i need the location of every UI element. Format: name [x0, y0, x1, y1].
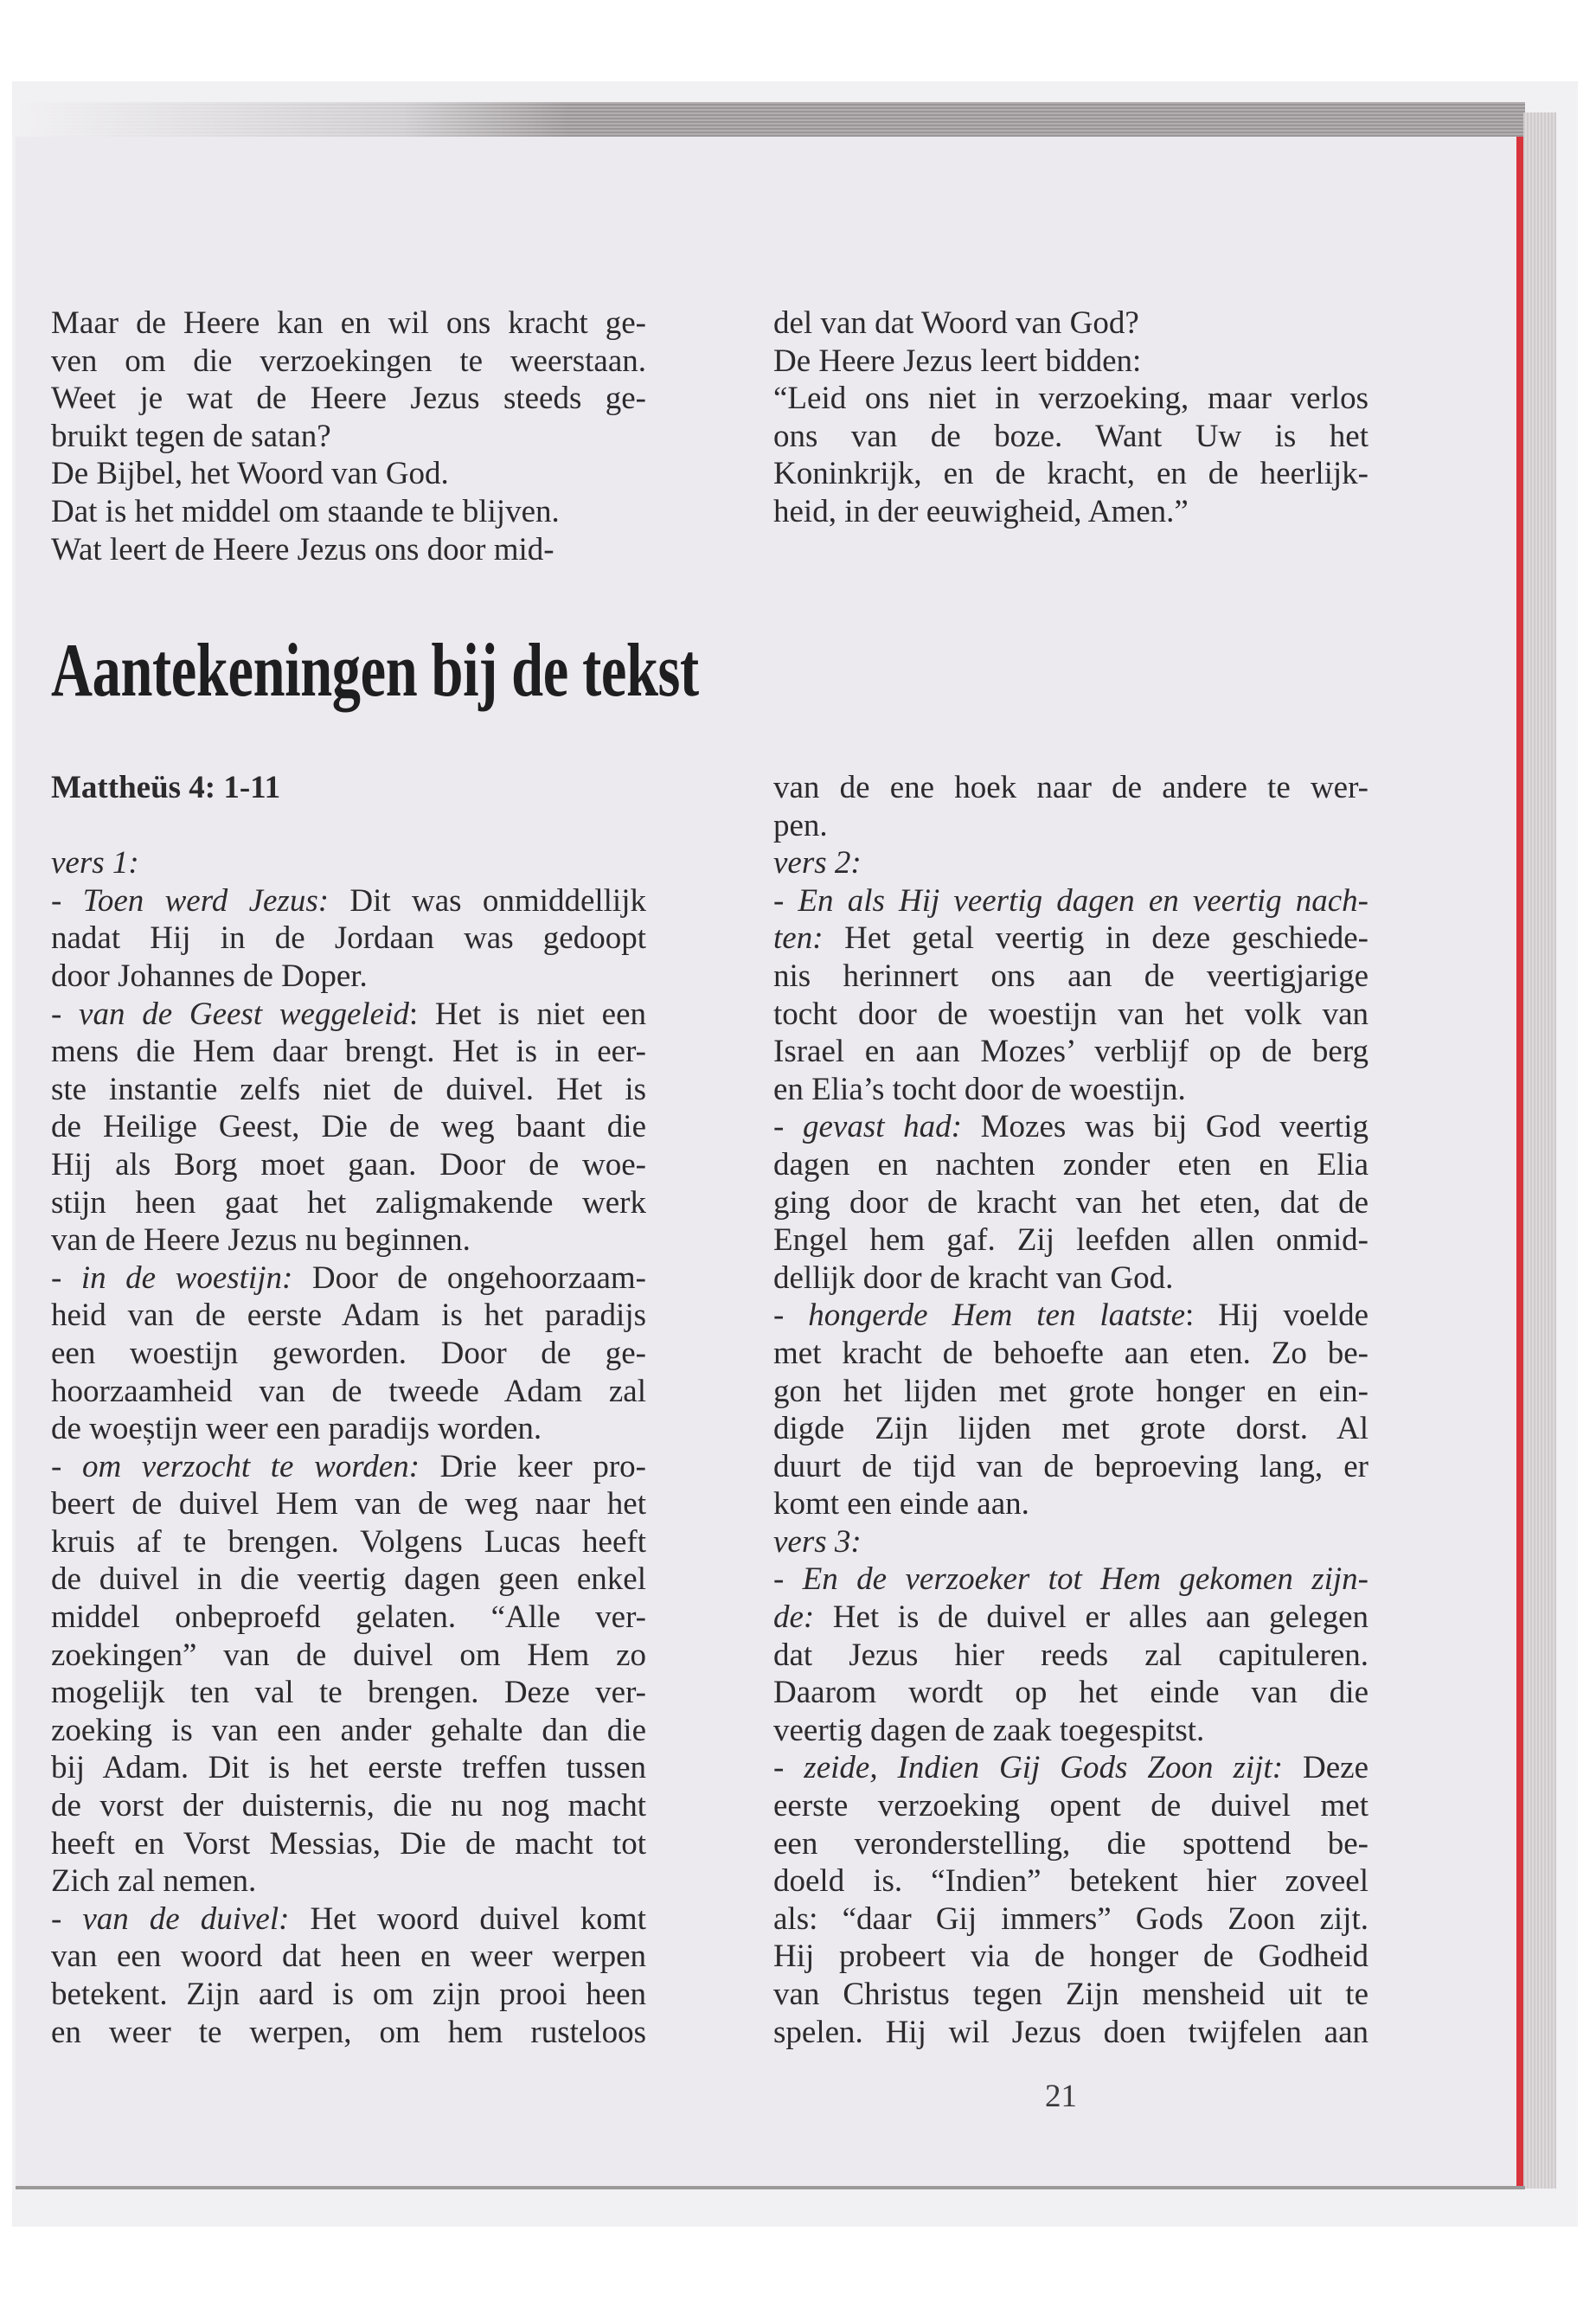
text-line — [51, 1674, 646, 1712]
text-line — [51, 380, 646, 418]
text-line — [773, 1976, 1368, 2014]
text-line — [773, 1184, 1368, 1222]
text-line — [51, 1976, 646, 2014]
text-line — [51, 958, 646, 996]
text-line — [773, 920, 1368, 958]
text-line — [773, 1221, 1368, 1259]
italic-lemma: - hongerde Hem ten laatste — [773, 1298, 1186, 1334]
body-text: hoorzaamheid van de tweede Adam zal — [51, 1373, 646, 1409]
text-line — [51, 1033, 646, 1071]
body-text: Engel hem gaf. Zij leefden allen onmid- — [773, 1222, 1368, 1259]
text-line — [773, 2014, 1368, 2052]
text-line — [773, 1561, 1368, 1599]
right-column-notes — [773, 769, 1368, 2051]
text-line — [773, 1862, 1368, 1900]
body-text: dellijk door de kracht van God. — [773, 1259, 1174, 1296]
body-text: spelen. Hij wil Jezus doen twijfelen aan — [773, 2014, 1368, 2050]
body-text: ging door de kracht van het eten, dat de — [773, 1184, 1368, 1221]
italic-lemma: - En als Hij veertig dagen en veertig nach- — [773, 882, 1368, 919]
body-text: ven om die verzoekingen te weerstaan. — [51, 343, 646, 379]
text-line — [773, 1146, 1368, 1184]
italic-lemma: - gevast had: — [773, 1109, 962, 1145]
italic-lemma: de: — [773, 1599, 815, 1636]
body-text: van een woord dat heen en weer werpen — [51, 1939, 646, 1975]
scripture-reference — [51, 769, 646, 807]
text-line — [773, 343, 1368, 381]
text-line — [773, 455, 1368, 493]
italic-lemma: - om verzocht te worden: — [51, 1448, 420, 1484]
body-text: zoeking is van een ander gehalte dan die — [51, 1712, 646, 1748]
text-line — [51, 1900, 646, 1939]
body-text: heid van de eerste Adam is het paradijs — [51, 1298, 646, 1334]
text-line — [51, 531, 646, 569]
text-line — [51, 1259, 646, 1298]
page-number: 21 — [1045, 2079, 1077, 2114]
text-line — [773, 1938, 1368, 1976]
text-line — [773, 882, 1368, 920]
italic-lemma: - zeide, Indien Gij Gods Zoon zijt: — [773, 1750, 1284, 1786]
body-text: als: “daar Gij immers” Gods Zoon zijt. — [773, 1900, 1368, 1937]
text-line — [51, 1637, 646, 1675]
text-line — [773, 493, 1368, 531]
body-text: ons van de boze. Want Uw is het — [773, 418, 1368, 454]
body-text: Maar de Heere kan en wil ons kracht ge- — [51, 305, 646, 341]
text-line — [51, 882, 646, 920]
italic-lemma: - in de woestijn: — [51, 1259, 293, 1296]
text-line — [51, 2014, 646, 2052]
text-line — [51, 1335, 646, 1373]
body-text: met kracht de behoefte aan eten. Zo be- — [773, 1335, 1368, 1371]
text-line — [773, 1825, 1368, 1863]
body-text: De Heere Jezus leert bidden: — [773, 343, 1142, 379]
italic-lemma: ten: — [773, 920, 824, 957]
body-text: Deze — [1283, 1750, 1368, 1786]
body-text: van de ene hoek naar de andere te wer- — [773, 770, 1368, 805]
body-text: tocht door de woestijn van het volk van — [773, 996, 1368, 1032]
text-line — [51, 1862, 646, 1900]
text-line — [51, 493, 646, 531]
body-text: Het is de duivel er alles aan gelegen — [814, 1599, 1368, 1636]
text-line — [773, 1259, 1368, 1298]
body-text: kruis af te brengen. Volgens Lucas heeft — [51, 1523, 646, 1560]
text-line — [773, 1787, 1368, 1825]
body-text: de duivel in die veertig dagen geen enkel — [51, 1561, 646, 1598]
text-line — [773, 1108, 1368, 1146]
body-text: eerste verzoeking opent de duivel met — [773, 1788, 1368, 1824]
body-text: door Johannes de Doper. — [51, 958, 368, 994]
text-line — [773, 769, 1368, 807]
text-line — [51, 996, 646, 1034]
text-line — [773, 1599, 1368, 1637]
body-text: beert de duivel Hem van de weg naar het — [51, 1486, 646, 1522]
body-text: : Het is niet een — [408, 996, 646, 1032]
text-line — [773, 1523, 1368, 1561]
body-text: De Bijbel, het Woord van God. — [51, 456, 449, 492]
book-side-edge — [1523, 112, 1556, 2189]
text-line — [51, 1373, 646, 1411]
right-column-intro — [773, 304, 1368, 531]
text-line — [773, 1071, 1368, 1109]
body-text: Door de ongehoorzaam- — [292, 1259, 647, 1296]
text-line — [773, 958, 1368, 996]
italic-lemma: - van de duivel: — [51, 1900, 290, 1937]
body-text: Israel en aan Mozes’ verblijf op de berg — [773, 1034, 1368, 1070]
body-text: en Elia’s tocht door de woestijn. — [773, 1071, 1186, 1107]
body-text: zoekingen” van de duivel om Hem zo — [51, 1637, 646, 1673]
body-text: de vorst der duisternis, die nu nog macht — [51, 1788, 646, 1824]
body-text: ste instantie zelfs niet de duivel. Het is — [51, 1071, 646, 1107]
text-line — [773, 304, 1368, 343]
body-text: veertig dagen de zaak toegespitst. — [773, 1712, 1205, 1748]
italic-lemma: vers 2: — [773, 845, 862, 881]
body-text: del van dat Woord van God? — [773, 305, 1139, 341]
text-line — [773, 1900, 1368, 1939]
body-text: Zich zal nemen. — [51, 1863, 257, 1900]
body-text: een veronderstelling, die spottend be- — [773, 1825, 1368, 1862]
body-text: van Christus tegen Zijn mensheid uit te — [773, 1977, 1368, 2012]
text-line — [773, 807, 1368, 845]
text-line — [773, 1485, 1368, 1523]
book-red-edge — [1516, 137, 1523, 2187]
text-line — [51, 1071, 646, 1109]
text-line — [51, 1599, 646, 1637]
text-line — [51, 304, 646, 343]
italic-lemma: - Toen werd Jezus: — [51, 882, 330, 919]
text-line — [51, 1749, 646, 1787]
body-text: Het getal veertig in deze geschiede- — [823, 920, 1368, 957]
body-text: Dat is het middel om staande te blijven. — [51, 493, 560, 529]
body-text: Wat leert de Heere Jezus ons door mid- — [51, 531, 554, 567]
text-line — [51, 1787, 646, 1825]
body-text: mens die Hem daar brengt. Het is in eer- — [51, 1034, 646, 1070]
body-text: “Leid ons niet in verzoeking, maar verlos — [773, 381, 1368, 417]
body-text: en weer te werpen, om hem rusteloos — [51, 2014, 646, 2050]
text-line — [773, 1373, 1368, 1411]
left-column-intro — [51, 304, 646, 568]
body-text: Koninkrijk, en de kracht, en de heerlijk- — [773, 456, 1368, 492]
text-line — [773, 1033, 1368, 1071]
text-line — [773, 1712, 1368, 1750]
body-text: gon het lijden met grote honger en ein- — [773, 1373, 1368, 1409]
text-line — [773, 844, 1368, 882]
body-text: middel onbeproefd gelaten. “Alle ver- — [51, 1599, 646, 1636]
text-line — [773, 380, 1368, 418]
body-text: nis herinnert ons aan de veertigjarige — [773, 958, 1368, 994]
body-text: bruikt tegen de satan? — [51, 418, 331, 454]
text-line — [773, 1297, 1368, 1335]
left-column-notes — [51, 769, 646, 2051]
body-text: van de Heere Jezus nu beginnen. — [51, 1222, 471, 1259]
text-line — [51, 1297, 646, 1335]
text-line — [51, 807, 646, 845]
italic-lemma: - van de Geest weggeleid — [51, 996, 409, 1032]
body-text: digde Zijn lijden met grote dorst. Al — [773, 1411, 1368, 1447]
body-text: Hij probeert via de honger de Godheid — [773, 1939, 1368, 1975]
body-text: Drie keer pro- — [420, 1448, 646, 1484]
body-text: mogelijk ten val te brengen. Deze ver- — [51, 1675, 646, 1711]
body-text: de Heilige Geest, Die de weg baant die — [51, 1109, 646, 1145]
body-text: bij Adam. Dit is het eerste treffen tussen — [51, 1750, 646, 1786]
text-line — [773, 1410, 1368, 1448]
body-text: dat Jezus hier reeds zal capituleren. — [773, 1637, 1368, 1673]
body-text: Mattheüs 4: 1-11 — [51, 770, 281, 805]
body-text: Daarom wordt op het einde van die — [773, 1675, 1368, 1711]
italic-lemma: vers 3: — [773, 1523, 862, 1560]
text-line — [51, 1523, 646, 1561]
body-text: : Hij voelde — [1185, 1298, 1368, 1334]
text-line — [773, 996, 1368, 1034]
text-line — [773, 1637, 1368, 1675]
text-line — [773, 1749, 1368, 1787]
body-text: een woestijn geworden. Door de ge- — [51, 1335, 646, 1371]
text-line — [51, 1184, 646, 1222]
body-text: stijn heen gaat het zaligmakende werk — [51, 1184, 646, 1221]
body-text: betekent. Zijn aard is om zijn prooi heen — [51, 1977, 646, 2012]
body-text: Weet je wat de Heere Jezus steeds ge- — [51, 381, 646, 417]
text-line — [51, 1146, 646, 1184]
text-line — [51, 920, 646, 958]
text-line — [51, 1108, 646, 1146]
body-text: doeld is. “Indien” betekent hier zoveel — [773, 1863, 1368, 1900]
text-line — [51, 1561, 646, 1599]
body-text: Dit was onmiddellijk — [329, 882, 646, 919]
body-text: Hij als Borg moet gaan. Door de woe- — [51, 1146, 646, 1183]
text-line — [773, 1674, 1368, 1712]
book-top-edge-fade — [16, 102, 569, 137]
text-line — [51, 455, 646, 493]
body-text: nadat Hij in de Jordaan was gedoopt — [51, 920, 646, 957]
text-line — [773, 1448, 1368, 1486]
body-text: Het woord duivel komt — [289, 1900, 646, 1937]
italic-lemma: vers 1: — [51, 845, 139, 881]
text-line — [51, 1221, 646, 1259]
body-text: pen. — [773, 807, 828, 843]
text-line — [51, 1938, 646, 1976]
text-line — [51, 844, 646, 882]
body-text: dagen en nachten zonder eten en Elia — [773, 1146, 1368, 1183]
text-line — [51, 1410, 646, 1448]
text-line — [51, 1448, 646, 1486]
body-text: de woeștijn weer een paradijs worden. — [51, 1411, 542, 1447]
text-line — [51, 1825, 646, 1863]
text-line — [773, 418, 1368, 456]
text-line — [51, 1712, 646, 1750]
text-line — [51, 1485, 646, 1523]
section-heading: Aantekeningen bij de tekst — [51, 629, 699, 713]
text-line — [51, 418, 646, 456]
body-text: duurt de tijd van de beproeving lang, er — [773, 1448, 1368, 1484]
book-bottom-edge — [16, 2186, 1525, 2189]
text-line — [51, 343, 646, 381]
text-line — [773, 1335, 1368, 1373]
body-text: heeft en Vorst Messias, Die de macht tot — [51, 1825, 646, 1862]
body-text: heid, in der eeuwigheid, Amen.” — [773, 493, 1189, 529]
body-text: komt een einde aan. — [773, 1486, 1029, 1522]
italic-lemma: - En de verzoeker tot Hem gekomen zijn- — [773, 1561, 1368, 1598]
body-text: Mozes was bij God veertig — [962, 1109, 1368, 1145]
